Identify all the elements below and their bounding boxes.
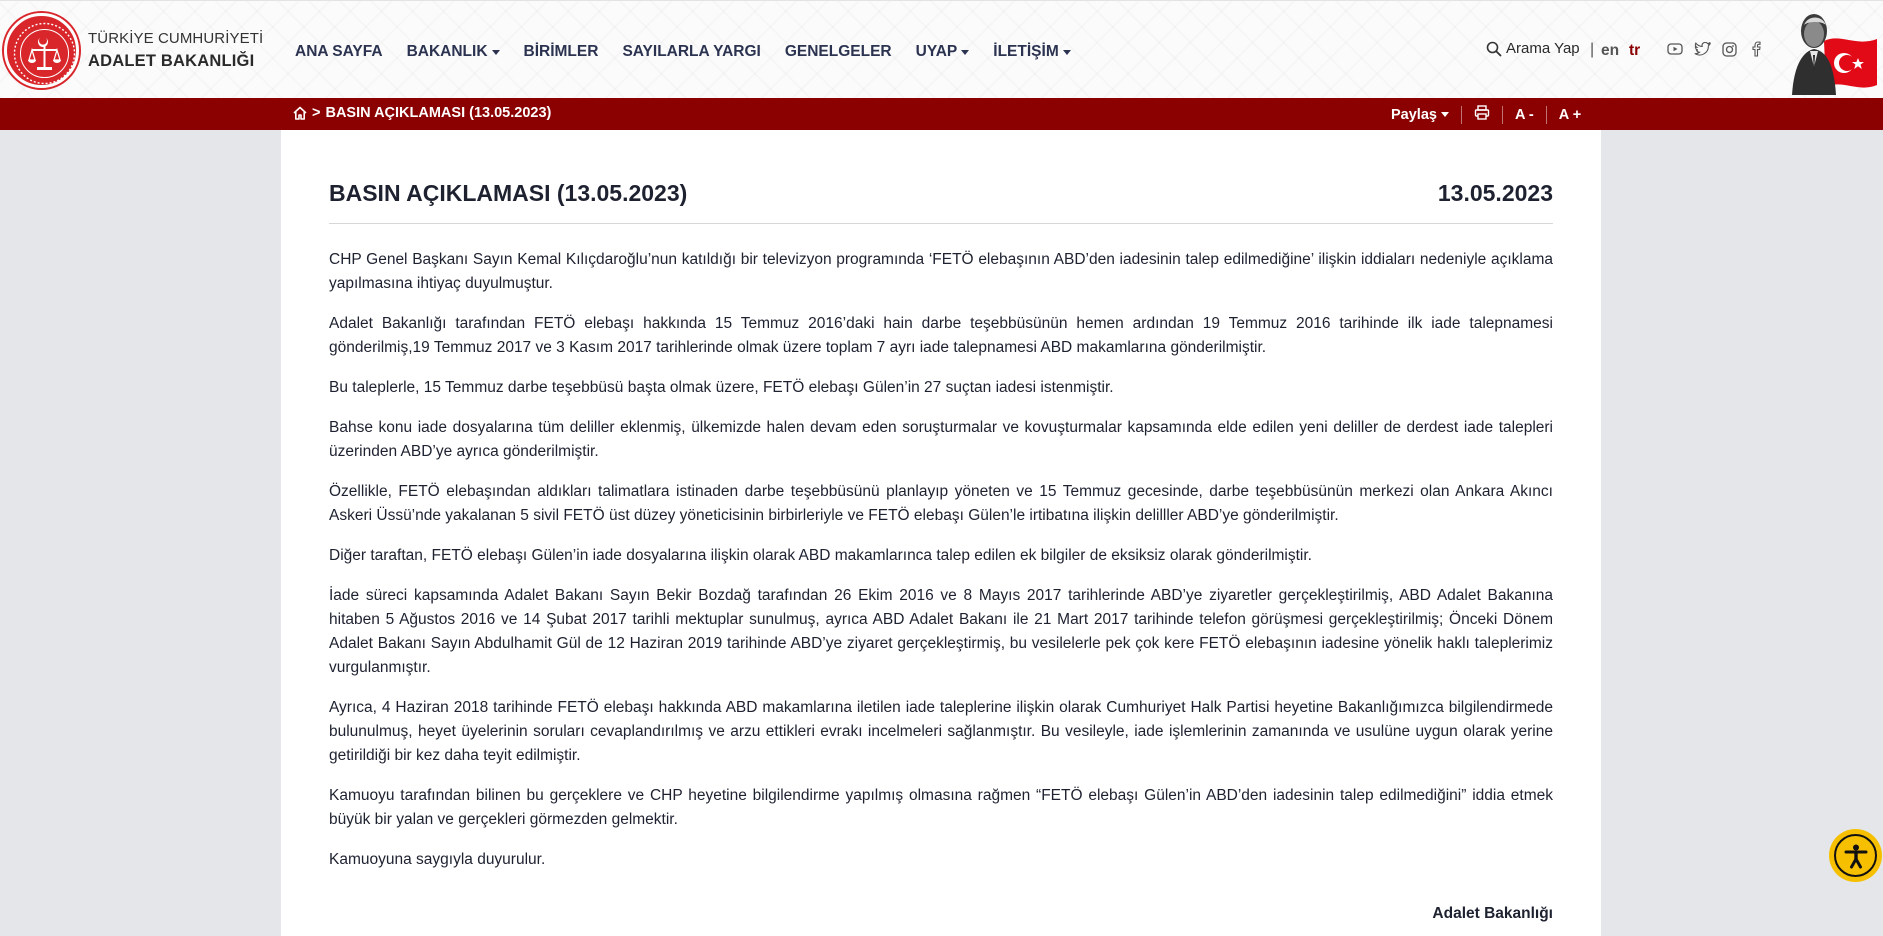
article-paragraph: İade süreci kapsamında Adalet Bakanı Sayın Bekir Bozdağ tarafından 26 Ekim 2016 ve 8 Mayıs 2017 tarihlerinde ABD’ye ziyaretler gerçekleştirilmiş, ABD Adalet Bakanına hitaben 5 Ağustos 2016 ve 14 Şubat 2017 tarihli mektuplar sunulmuş, ayrıca ABD Adalet Bakanı ile 21 Mart 2017 tarihinde telefon görüşmesi gerçekleştirilmiş; Önceki Dönem Adalet Bakanı Sayın Abdulhamit Gül de 12 Haziran 2019 tarihinde ABD’ye ziyaret gerçekleştirmiş, bu vesilelerle pek çok kere FETÖ elebaşının iadesine yönelik haklı taleplerimiz vurgulanmıştır. <box>329 587 1553 676</box>
home-icon[interactable] <box>292 105 308 121</box>
search-label: Arama Yap <box>1506 40 1580 57</box>
search-icon <box>1486 41 1502 57</box>
font-decrease-button[interactable]: A - <box>1514 106 1534 123</box>
caret-down-icon <box>1063 50 1071 55</box>
breadcrumb-current: BASIN AÇIKLAMASI (13.05.2023) <box>325 105 552 121</box>
caret-down-icon <box>1441 112 1449 117</box>
breadcrumb <box>292 105 551 121</box>
article-paragraph: Bu taleplerle, 15 Temmuz darbe teşebbüsü başta olmak üzere, FETÖ elebaşı Gülen’in 27 suçtan iadesi istenmiştir. <box>329 379 1114 396</box>
scales-of-justice-icon <box>7 16 82 91</box>
language-separator: | <box>1590 41 1595 58</box>
nav-item-sayilarla-yargi[interactable] <box>622 39 760 65</box>
article-date: 13.05.2023 <box>1437 180 1553 206</box>
nav-item-birimler[interactable] <box>524 39 599 65</box>
accessibility-icon <box>1834 834 1877 877</box>
caret-down-icon <box>492 50 500 55</box>
article-paragraph: CHP Genel Başkanı Sayın Kemal Kılıçdaroğlu’nun katıldığı bir televizyon programında ‘FETÖ elebaşının ABD’den iadesinin talep edilmediğine’ ilişkin iddiaları nedeniyle açıklama yapılmasına ihtiyaç duyulmuştur. <box>329 251 1553 292</box>
toolbar-divider <box>1502 106 1503 124</box>
breadcrumb-toolbar <box>0 98 1883 130</box>
nav-item-label: ANA SAYFA <box>295 43 383 60</box>
nav-item-genelgeler[interactable] <box>785 39 892 65</box>
nav-item-uyap[interactable] <box>916 39 970 65</box>
nav-item-ana-sayfa[interactable] <box>295 39 383 65</box>
page-tools <box>1391 105 1581 124</box>
article-paragraph: Özellikle, FETÖ elebaşından aldıkları talimatlara istinaden darbe teşebbüsünü planlayıp yöneten ve 15 Temmuz gecesinde, darbe teşebbüsünün merkezi olan Ankara Akıncı Askeri Üssü’nde yakalanan 5 sivil FETÖ üst düzey yöneticisinin birbirleriyle ve FETÖ elebaşı Gülen’le irtibatına ilişkin delilller ABD’ye gönderilmiştir. <box>329 483 1553 524</box>
toolbar-divider <box>1461 106 1462 124</box>
twitter-icon[interactable] <box>1693 40 1711 58</box>
facebook-icon[interactable] <box>1747 40 1765 58</box>
ministry-seal-logo[interactable] <box>4 13 79 88</box>
main-nav <box>295 39 1095 65</box>
nav-item-iletisim[interactable] <box>993 39 1070 65</box>
print-icon <box>1474 105 1490 120</box>
site-header <box>0 0 1883 98</box>
nav-item-bakanlik[interactable] <box>407 39 500 65</box>
article-title: BASIN AÇIKLAMASI (13.05.2023) <box>329 180 688 206</box>
article-paragraph: Diğer taraftan, FETÖ elebaşı Gülen’in iade dosyalarına ilişkin olarak ABD makamlarınca talep edilen ek bilgiler de eksiksiz olarak gönderilmiştir. <box>329 547 1312 564</box>
nav-item-label: GENELGELER <box>784 43 892 60</box>
article-body <box>329 248 1553 888</box>
caret-down-icon <box>961 50 969 55</box>
article-paragraph: Ayrıca, 4 Haziran 2018 tarihinde FETÖ elebaşı hakkında ABD makamlarına iletilen iade taleplerine ilişkin olarak Cumhuriyet Halk Partisi heyetine Bakanlığımızca bilgilendirmede bulunulmuş, heyet üyelerinin soruları cevaplandırılmış ve arzu ettikleri evrakı incelmeleri sağlanmıştır. Bu vesileyle, iade işlemlerinin zamanında ve usulüne uygun olarak yerine getirildiği bir kez daha teyit edilmiştir. <box>329 699 1553 764</box>
youtube-icon[interactable] <box>1666 40 1684 58</box>
article-signature: Adalet Bakanlığı <box>1432 905 1553 922</box>
language-tr-link[interactable]: tr <box>1629 42 1641 59</box>
search-button[interactable] <box>1486 40 1580 57</box>
nav-item-label: BAKANLIK <box>406 43 488 60</box>
breadcrumb-separator: > <box>312 105 321 121</box>
nav-item-label: SAYILARLA YARGI <box>622 43 761 60</box>
print-button[interactable] <box>1474 105 1490 124</box>
title-divider <box>329 223 1553 224</box>
nav-item-label: İLETİŞİM <box>993 43 1059 60</box>
nav-item-label: UYAP <box>915 43 958 60</box>
logo-ministry-name: ADALET BAKANLIĞI <box>88 52 255 70</box>
share-label: Paylaş <box>1391 106 1437 123</box>
logo-country-name: TÜRKİYE CUMHURİYETİ <box>88 30 264 47</box>
instagram-icon[interactable] <box>1720 40 1738 58</box>
font-increase-button[interactable]: A + <box>1558 106 1582 123</box>
accessibility-button[interactable] <box>1829 829 1882 882</box>
article-paragraph: Kamuoyu tarafından bilinen bu gerçeklere ve CHP heyetine bilgilendirme yapılmış olmasına rağmen “FETÖ elebaşı Gülen’in ABD’den iadesinin talep edilmediğini” iddia etmek büyük bir yalan ve gerçekleri görmezden gelmektir. <box>329 787 1553 828</box>
article-paragraph: Bahse konu iade dosyalarına tüm deliller eklenmiş, ülkemizde halen devam eden soruşturmalar ve kovuşturmalar kapsamında elde edilen yeni deliller de derdest iade talepleri üzerinden ABD’ye ayrıca gönderilmiştir. <box>329 419 1553 460</box>
article-card <box>281 130 1601 936</box>
article-paragraph: Kamuoyuna saygıyla duyurulur. <box>329 851 546 868</box>
nav-item-label: BİRİMLER <box>523 43 599 60</box>
language-en-link[interactable]: en <box>1601 42 1620 59</box>
share-dropdown[interactable] <box>1391 107 1449 123</box>
article-paragraph: Adalet Bakanlığı tarafından FETÖ elebaşı hakkında 15 Temmuz 2016’daki hain darbe teşebbüsünün hemen ardından 19 Temmuz 2016 tarihinde ilk iade talepnamesi gönderilmiş,19 Temmuz 2017 ve 3 Kasım 2017 tarihlerinde olmak üzere toplam 7 ayrı iade talepnamesi ABD makamlarına gönderilmiştir. <box>329 315 1553 356</box>
site-logo-text[interactable] <box>88 29 263 73</box>
social-links <box>1666 40 1774 58</box>
ataturk-portrait-with-flag <box>1782 7 1878 95</box>
toolbar-divider <box>1546 106 1547 124</box>
